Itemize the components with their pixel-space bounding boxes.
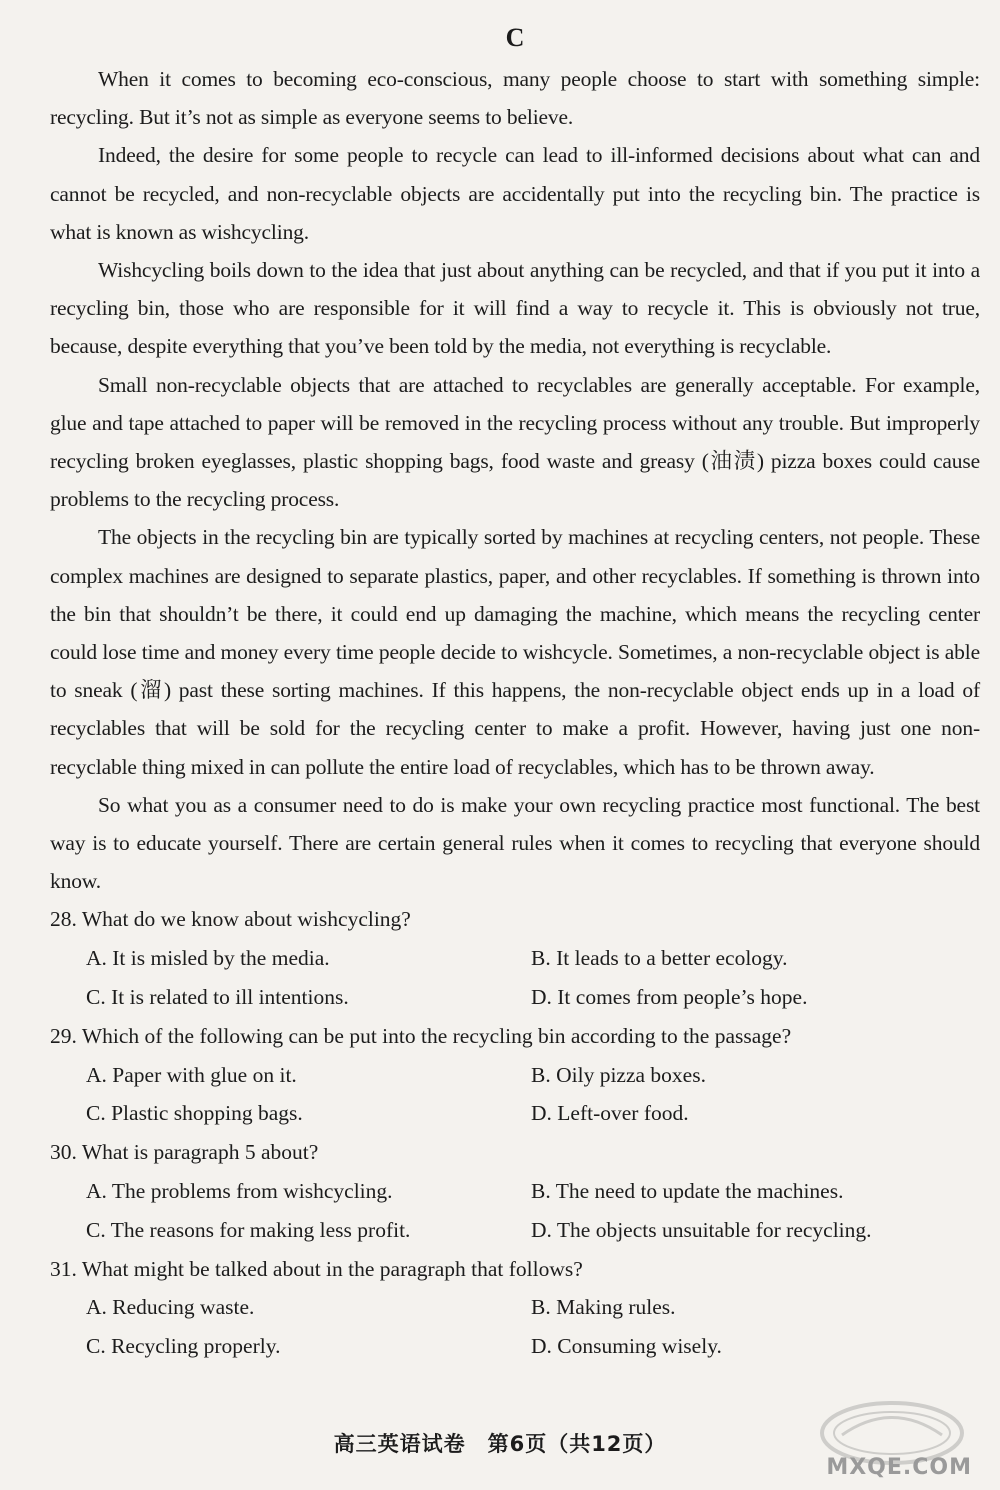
option-d: D. Left-over food. <box>531 1101 689 1126</box>
passage-paragraph-1: When it comes to becoming eco-conscious, many people choose to start with something simple: recycling. But it’s not as simple as everyone seems to believe. <box>50 67 980 130</box>
option-b: B. Oily pizza boxes. <box>531 1062 706 1087</box>
option-d: D. It comes from people’s hope. <box>531 985 808 1010</box>
option-c: C. The reasons for making less profit. <box>86 1217 411 1242</box>
option-a: A. It is misled by the media. <box>86 946 330 971</box>
question-stem: 29. Which of the following can be put into the recycling bin according to the passage? <box>50 1023 792 1048</box>
section-heading: C <box>505 23 525 52</box>
question-30 <box>50 1133 980 1249</box>
option-d: D. The objects unsuitable for recycling. <box>531 1217 872 1242</box>
passage-paragraph-4: Small non-recyclable objects that are attached to recyclables are generally acceptable. For example, glue and tape attached to paper will be removed in the recycling process without any trouble. But improperly recycling broken eyeglasses, plastic shopping bags, food waste and greasy (油渍) pizza boxes could cause problems to the recycling process. <box>50 372 980 512</box>
option-d: D. Consuming wisely. <box>531 1334 722 1359</box>
passage-paragraph-2: Indeed, the desire for some people to recycle can lead to ill-informed decisions about what can and cannot be recycled, and non-recyclable objects are accidentally put into the recycling bin. The practice is what is known as wishcycling. <box>50 143 980 244</box>
question-29 <box>50 1017 980 1133</box>
answer-options <box>50 1172 980 1250</box>
watermark-text: MXQE.COM <box>826 1455 972 1480</box>
question-28 <box>50 900 980 1016</box>
question-stem: 30. What is paragraph 5 about? <box>50 1140 319 1165</box>
option-c: C. It is related to ill intentions. <box>86 985 349 1010</box>
option-a: A. Paper with glue on it. <box>86 1062 297 1087</box>
passage-paragraph-6: So what you as a consumer need to do is make your own recycling practice most functional. The best way is to educate yourself. There are certain general rules when it comes to recycling that everyone should know. <box>50 792 980 894</box>
option-c: C. Recycling properly. <box>86 1334 281 1359</box>
passage-paragraph-3: Wishcycling boils down to the idea that just about anything can be recycled, and that if you put it into a recycling bin, those who are responsible for it will find a way to recycle it. This is obviously not true, because, despite everything that you’ve been told by the media, not everything is recyclable. <box>50 258 980 359</box>
option-c: C. Plastic shopping bags. <box>86 1101 303 1126</box>
answer-options <box>50 939 980 1017</box>
question-31 <box>50 1250 980 1366</box>
question-stem: 31. What might be talked about in the paragraph that follows? <box>50 1256 583 1281</box>
answer-options <box>50 1056 980 1134</box>
answer-options <box>50 1288 980 1366</box>
page-footer: 高三英语试卷 第6页（共12页） <box>333 1432 667 1456</box>
option-a: A. The problems from wishcycling. <box>86 1179 393 1204</box>
option-b: B. Making rules. <box>531 1295 676 1320</box>
question-stem: 28. What do we know about wishcycling? <box>50 907 411 932</box>
option-a: A. Reducing waste. <box>86 1295 255 1320</box>
passage-paragraph-5: The objects in the recycling bin are typically sorted by machines at recycling centers, not people. These complex machines are designed to separate plastics, paper, and other recyclables. If something is thrown into the bin that shouldn’t be there, it could end up damaging the machine, which means the recycling center could lose time and money every time people decide to wishcycle. Sometimes, a non-recyclable object is able to sneak (溜) past these sorting machines. If this happens, the non-recyclable object ends up in a load of recyclables that will be sold for the recycling center to make a profit. However, having just one non-recyclable thing mixed in can pollute the entire load of recyclables, which has to be thrown away. <box>50 525 980 779</box>
option-b: B. The need to update the machines. <box>531 1179 844 1204</box>
option-b: B. It leads to a better ecology. <box>531 946 788 971</box>
